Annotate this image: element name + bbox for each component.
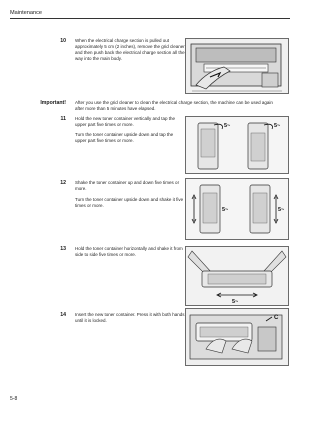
part-label: C <box>274 315 279 321</box>
illustration-shake-container <box>185 178 289 240</box>
repeat-label: 5~ <box>224 123 231 129</box>
step-number: 11 <box>60 116 66 122</box>
step-text: Turn the toner container upside down and tap the upper part five times or more. <box>75 132 174 144</box>
step-text: Shake the toner container up and down five times or more. <box>75 180 180 192</box>
repeat-label: 5~ <box>222 207 229 213</box>
repeat-label: 5~ <box>232 299 239 305</box>
step-text: Insert the new toner container. Press it with both hands until it is locked. <box>75 312 185 324</box>
illustration-horizontal-shake <box>185 246 289 306</box>
step-text: When the electrical charge section is pulled out approximately 5 cm (2 inches), remove the grid cleaner and then push back the electrical charge section all the way into the main body. <box>75 38 185 62</box>
repeat-label: 5~ <box>274 123 281 129</box>
step-number: 12 <box>60 180 66 186</box>
section-title: Maintenance <box>10 10 43 16</box>
step-text: Hold the toner container horizontally and shake it from side to side five times or more. <box>75 246 183 258</box>
step-number: 14 <box>60 312 66 318</box>
step-number: 13 <box>60 246 66 252</box>
important-text: After you use the grid cleaner to clean the electrical charge section, the machine can be used again after more than 5 minutes have elapsed. <box>75 100 273 112</box>
step-number: 10 <box>60 38 66 44</box>
page-number: 5-8 <box>10 396 18 402</box>
step-text: Turn the toner container upside down and shake it five times or more. <box>75 197 184 209</box>
important-label: Important! <box>40 100 66 106</box>
illustration-charger-pull <box>185 38 289 94</box>
repeat-label: 5~ <box>278 207 285 213</box>
header-divider <box>10 18 290 19</box>
illustration-insert-container <box>185 308 289 366</box>
illustration-tap-container <box>185 116 289 174</box>
step-text: Hold the new toner container vertically and tap the upper part five times or more. <box>75 116 176 128</box>
